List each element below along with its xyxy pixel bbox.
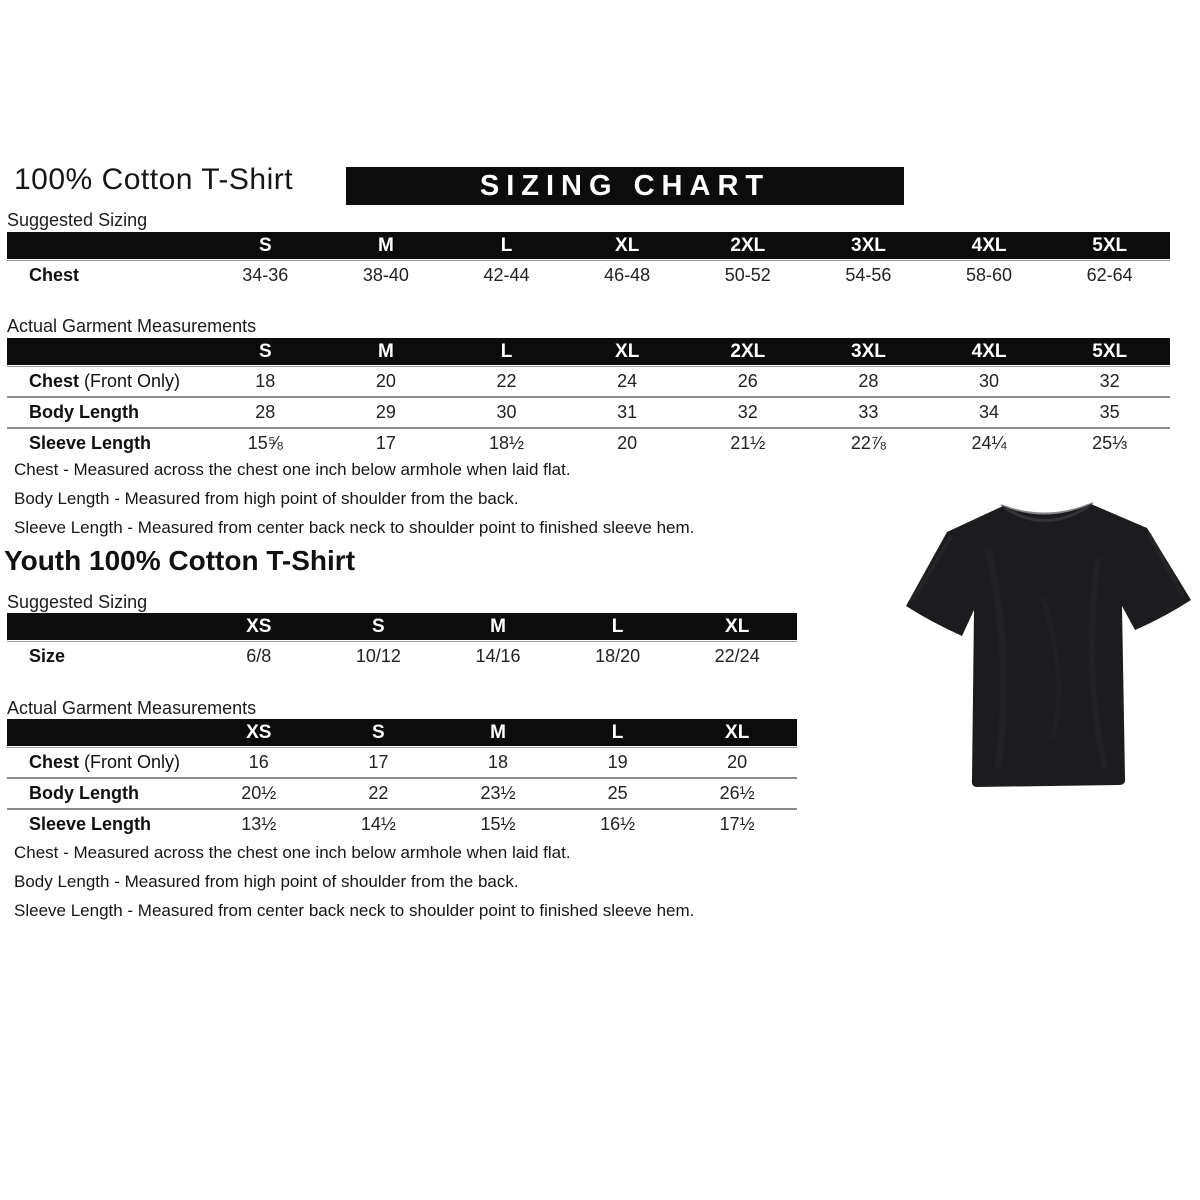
row-label: Chest (Front Only) [29, 752, 181, 772]
column-header: XL [725, 722, 750, 743]
column-header: 2XL [730, 235, 766, 256]
cell-value: 13½ [241, 814, 277, 834]
column-header: XL [615, 341, 640, 362]
body-length-note: Body Length - Measured from high point of shoulder from the back. [14, 489, 519, 508]
cell-value: 20½ [241, 783, 277, 803]
cell-value: 29 [375, 402, 396, 422]
cell-value: 22 [368, 783, 389, 803]
table-row [7, 367, 1170, 398]
column-header: XS [246, 616, 272, 637]
chest-note: Chest - Measured across the chest one inch below armhole when laid flat. [14, 460, 571, 479]
adult-measurement-notes [14, 460, 694, 547]
cell-value: 24 [617, 371, 638, 391]
column-header: 5XL [1092, 341, 1128, 362]
youth-actual-measurements-table [7, 719, 797, 839]
cell-value: 35 [1099, 402, 1120, 422]
column-header: 2XL [730, 341, 766, 362]
row-label: Chest [29, 265, 80, 285]
table-header-row [7, 232, 1170, 259]
page-title: 100% Cotton T-Shirt [14, 163, 294, 196]
row-label: Chest (Front Only) [29, 371, 181, 391]
sleeve-length-note: Sleeve Length - Measured from center back neck to shoulder point to finished sleeve hem. [14, 518, 695, 537]
youth-actual-measurements-label: Actual Garment Measurements [7, 698, 257, 718]
cell-value: 31 [617, 402, 638, 422]
column-header: S [372, 722, 385, 743]
column-header: M [378, 341, 394, 362]
cell-value: 20 [617, 433, 638, 453]
cell-value: 14/16 [475, 646, 521, 666]
column-header: L [500, 341, 513, 362]
column-header: 5XL [1092, 235, 1128, 256]
column-header: M [490, 722, 506, 743]
table-row [7, 748, 797, 779]
cell-value: 20 [727, 752, 748, 772]
cell-value: 30 [496, 402, 517, 422]
cell-value: 32 [737, 402, 758, 422]
youth-body-length-note: Body Length - Measured from high point of shoulder from the back. [14, 872, 519, 891]
cell-value: 17 [375, 433, 396, 453]
cell-value: 33 [858, 402, 879, 422]
cell-value: 18/20 [595, 646, 641, 666]
youth-suggested-sizing-table [7, 613, 797, 671]
column-header: S [372, 616, 385, 637]
table-row [7, 642, 797, 671]
cell-value: 34-36 [242, 265, 289, 285]
adult-suggested-sizing-label: Suggested Sizing [7, 210, 148, 230]
cell-value: 22⅞ [850, 433, 886, 453]
row-label: Body Length [29, 402, 139, 422]
cell-value: 34 [979, 402, 1000, 422]
column-header: XL [615, 235, 640, 256]
cell-value: 28 [255, 402, 276, 422]
row-label: Sleeve Length [29, 433, 152, 453]
adult-actual-measurements-table [7, 338, 1170, 458]
youth-chest-note: Chest - Measured across the chest one inch below armhole when laid flat. [14, 843, 571, 862]
cell-value: 16 [248, 752, 269, 772]
table-row [7, 810, 797, 839]
cell-value: 20 [375, 371, 396, 391]
table-header-row [7, 719, 797, 746]
column-header: L [611, 616, 624, 637]
table-row [7, 779, 797, 810]
cell-value: 18½ [489, 433, 525, 453]
column-header: M [378, 235, 394, 256]
cell-value: 26 [737, 371, 758, 391]
cell-value: 10/12 [355, 646, 401, 666]
adult-suggested-sizing-table [7, 232, 1170, 290]
cell-value: 25⅓ [1092, 433, 1128, 453]
cell-value: 15⅝ [247, 433, 283, 453]
column-header: S [258, 341, 272, 362]
cell-value: 32 [1099, 371, 1120, 391]
cell-value: 16½ [600, 814, 636, 834]
row-label: Size [29, 646, 66, 666]
cell-value: 25 [607, 783, 628, 803]
cell-value: 22 [496, 371, 517, 391]
youth-suggested-sizing-label: Suggested Sizing [7, 592, 148, 612]
youth-sleeve-length-note: Sleeve Length - Measured from center back neck to shoulder point to finished sleeve hem. [14, 901, 695, 920]
sizing-chart-banner: SIZING CHART [346, 167, 904, 205]
youth-measurement-notes [14, 843, 694, 930]
row-label: Body Length [29, 783, 139, 803]
column-header: L [611, 722, 624, 743]
tshirt-image [893, 478, 1200, 811]
table-row [7, 429, 1170, 458]
cell-value: 22/24 [714, 646, 760, 666]
table-row [7, 261, 1170, 290]
cell-value: 6/8 [246, 646, 272, 666]
table-row [7, 398, 1170, 429]
column-header: XL [725, 616, 750, 637]
column-header: 4XL [971, 341, 1007, 362]
column-header: 4XL [971, 235, 1007, 256]
cell-value: 26½ [719, 783, 755, 803]
cell-value: 18 [255, 371, 276, 391]
cell-value: 19 [607, 752, 628, 772]
cell-value: 62-64 [1086, 265, 1133, 285]
cell-value: 42-44 [483, 265, 530, 285]
cell-value: 38-40 [362, 265, 409, 285]
cell-value: 50-52 [724, 265, 771, 285]
cell-value: 24¼ [971, 433, 1007, 453]
cell-value: 14½ [360, 814, 396, 834]
cell-value: 21½ [730, 433, 766, 453]
cell-value: 46-48 [604, 265, 651, 285]
cell-value: 15½ [480, 814, 516, 834]
column-header: L [500, 235, 513, 256]
adult-actual-measurements-label: Actual Garment Measurements [7, 316, 257, 336]
column-header: 3XL [851, 341, 886, 362]
cell-value: 17½ [719, 814, 755, 834]
row-label: Sleeve Length [29, 814, 152, 834]
cell-value: 54-56 [845, 265, 892, 285]
column-header: XS [246, 722, 272, 743]
cell-value: 23½ [480, 783, 516, 803]
table-header-row [7, 613, 797, 640]
cell-value: 58-60 [966, 265, 1013, 285]
table-header-row [7, 338, 1170, 365]
column-header: 3XL [851, 235, 886, 256]
column-header: M [490, 616, 506, 637]
column-header: S [258, 235, 272, 256]
cell-value: 18 [487, 752, 508, 772]
cell-value: 17 [368, 752, 389, 772]
cell-value: 28 [858, 371, 879, 391]
youth-title: Youth 100% Cotton T-Shirt [4, 545, 356, 576]
cell-value: 30 [979, 371, 1000, 391]
